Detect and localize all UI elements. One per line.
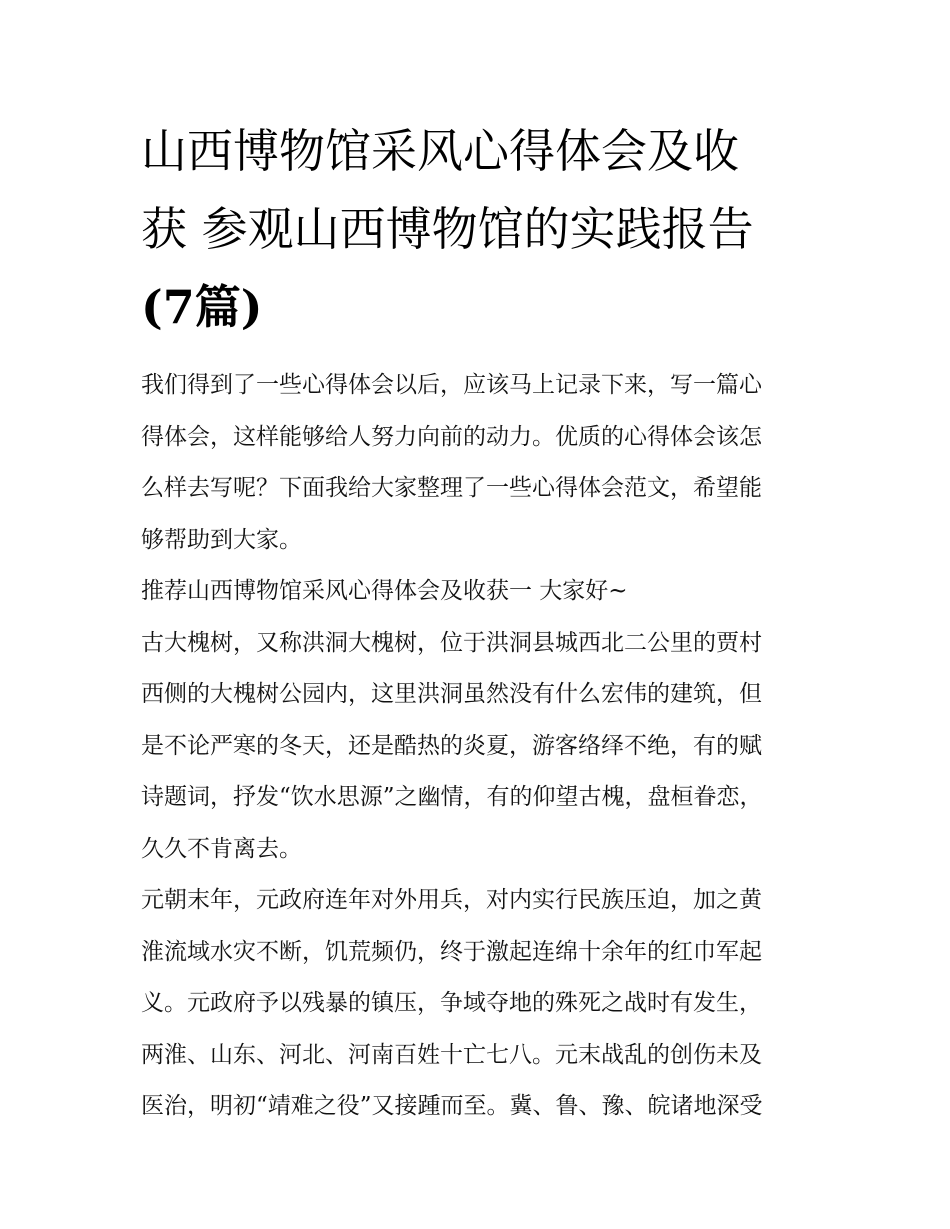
paragraph-line: 诗题词，抒发“饮水思源”之幽情，有的仰望古槐，盘桓眷恋，	[141, 784, 763, 810]
title-line: 获 参观山西博物馆的实践报告	[141, 202, 754, 256]
paragraph-line: 古大槐树，又称洪洞大槐树，位于洪洞县城西北二公里的贾村	[141, 629, 762, 656]
body-paragraph	[141, 875, 813, 1133]
intro-paragraph	[141, 360, 813, 566]
paragraph-line: 推荐山西博物馆采风心得体会及收获一 大家好~	[141, 578, 628, 604]
paragraph-line: 得体会，这样能够给人努力向前的动力。优质的心得体会该怎	[141, 423, 762, 450]
paragraph-line: 元朝末年，元政府连年对外用兵，对内实行民族压迫，加之黄	[141, 887, 762, 913]
paragraph-line: 义。元政府予以残暴的镇压，争域夺地的殊死之战时有发生，	[141, 990, 762, 1016]
title-line: 山西博物馆采风心得体会及收	[141, 124, 739, 178]
paragraph-line: 够帮助到大家。	[141, 526, 302, 553]
title-line: (7篇)	[141, 280, 263, 334]
paragraph-line: 么样去写呢？下面我给大家整理了一些心得体会范文，希望能	[141, 475, 762, 501]
body-paragraph	[141, 618, 813, 876]
document-content	[141, 112, 813, 1133]
paragraph-line: 医治，明初“靖难之役”又接踵而至。冀、鲁、豫、皖诸地深受	[141, 1093, 763, 1119]
paragraph-line: 淮流域水灾不断，饥荒频仍，终于激起连绵十余年的红巾军起	[141, 938, 762, 965]
section-heading	[141, 566, 813, 618]
paragraph-line: 我们得到了一些心得体会以后，应该马上记录下来，写一篇心	[141, 372, 762, 398]
paragraph-line: 西侧的大槐树公园内，这里洪洞虽然没有什么宏伟的建筑，但	[141, 681, 762, 707]
paragraph-line: 两淮、山东、河北、河南百姓十亡七八。元末战乱的创伤未及	[141, 1041, 762, 1068]
paragraph-line: 久久不肯离去。	[141, 835, 302, 862]
paragraph-line: 是不论严寒的冬天，还是酷热的炎夏，游客络绎不绝，有的赋	[141, 732, 762, 759]
document-title	[141, 112, 813, 346]
